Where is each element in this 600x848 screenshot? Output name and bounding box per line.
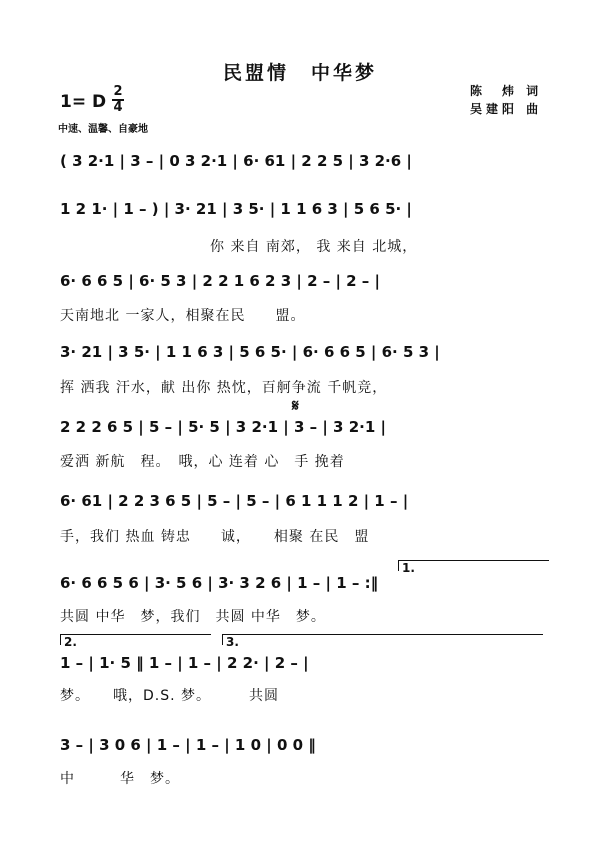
composer-credit: 吴建阳 曲	[470, 102, 543, 116]
volta-bracket-3	[222, 634, 543, 645]
notation-row-3: 6· 6 6 5 | 6· 5 3 | 2 2 1 6 2 3 | 2 – | 2 – |	[60, 272, 381, 290]
volta-label-2: 2.	[64, 635, 77, 649]
notation-row-8: 1 – | 1· 5 ‖ 1 – | 1 – | 2 2· | 2 – |	[60, 654, 309, 672]
notation-row-4: 3· 21 | 3 5· | 1 1 6 3 | 5 6 5· | 6· 6 6 5 | 6· 5 3 |	[60, 343, 440, 361]
song-title: 民盟情 中华梦	[222, 62, 377, 84]
segno-sign: 𝄋	[292, 396, 299, 415]
tempo-marking: 中速、温馨、自豪地	[58, 124, 148, 135]
key-signature: 1= D	[60, 92, 107, 112]
notation-row-2: 1 2 1· | 1 – ) | 3· 21 | 3 5· | 1 1 6 3 | 5 6 5· |	[60, 200, 412, 218]
lyrics-row-3: 天南地北 一家人，相聚在民 盟。	[60, 308, 306, 324]
lyrics-row-2: 你 来自 南郊， 我 来自 北城，	[210, 239, 418, 255]
volta-label-1: 1.	[402, 561, 415, 575]
notation-row-1: ( 3 2·1 | 3 – | 0 3 2·1 | 6· 61 | 2 2 5 | 3 2·6 |	[60, 152, 412, 170]
volta-label-3: 3.	[226, 635, 239, 649]
notation-row-6: 6· 61 | 2 2 3 6 5 | 5 – | 5 – | 6 1 1 1 2 | 1 – |	[60, 492, 409, 510]
volta-bracket-2	[60, 634, 211, 645]
volta-bracket-1	[398, 560, 549, 571]
time-top: 2	[113, 84, 123, 99]
lyricist-credit: 陈 炜 词	[470, 84, 543, 98]
notation-row-5: 2 2 2 6 5 | 5 – | 5· 5 | 3 2·1 | 3 – | 3 2·1 |	[60, 418, 386, 436]
time-signature	[112, 86, 124, 114]
lyrics-row-9: 中 华 梦。	[60, 771, 180, 787]
notation-row-9: 3 – | 3 0 6 | 1 – | 1 – | 1 0 | 0 0 ‖	[60, 736, 316, 754]
lyrics-row-7: 共圆 中华 梦，我们 共圆 中华 梦。	[60, 609, 326, 625]
lyrics-row-5: 爱洒 新航 程。 哦，心 连着 心 手 挽着	[60, 454, 345, 470]
time-bottom: 4	[113, 100, 123, 115]
lyrics-row-4: 挥 洒我 汗水，献 出你 热忱，百舸争流 千帆竞，	[60, 380, 388, 396]
notation-row-7: 6· 6 6 5 6 | 3· 5 6 | 3· 3 2 6 | 1 – | 1 – :‖	[60, 574, 379, 592]
lyrics-row-8: 梦。 哦，D.S. 梦。 共圆	[60, 688, 280, 704]
lyrics-row-6: 手，我们 热血 铸忠 诚， 相聚 在民 盟	[60, 529, 370, 545]
